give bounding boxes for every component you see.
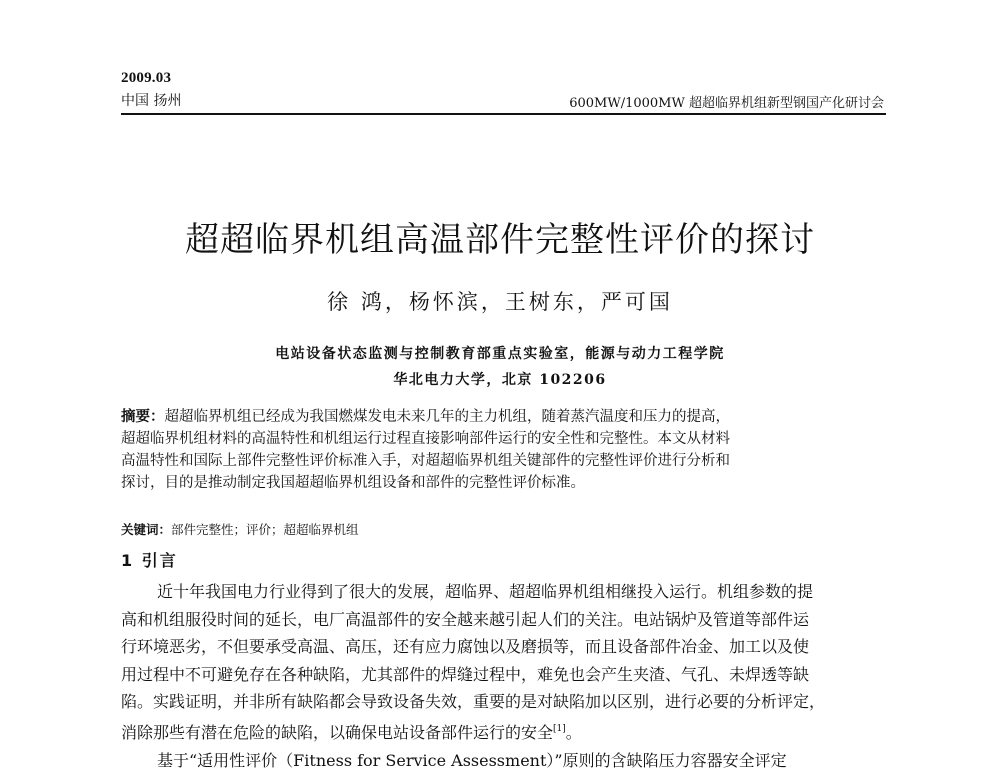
affiliation-line-1: 电站设备状态监测与控制教育部重点实验室，能源与动力工程学院	[275, 346, 725, 362]
keywords-label: 关键词：	[121, 522, 172, 537]
body-line-end: 。	[565, 722, 582, 742]
next-paragraph-line: 基于“适用性评价（Fitness for Service Assessment）”原则的含缺陷压力容器安全评定	[157, 751, 787, 770]
body-line	[121, 716, 891, 747]
section-heading: 1 引言	[121, 551, 178, 570]
abstract	[121, 406, 891, 494]
abstract-line: 探讨，目的是推动制定我国超超临界机组设备和部件的完整性评价标准。	[121, 475, 585, 491]
abstract-line: 高温特性和国际上部件完整性评价标准入手，对超超临界机组关键部件的完整性评价进行分析和	[121, 453, 730, 469]
keywords	[121, 520, 359, 538]
reference-mark: [1]	[553, 723, 566, 734]
body-line: 用过程中不可避免存在各种缺陷，尤其部件的焊缝过程中，难免也会产生夹渣、气孔、未焊透等缺	[121, 664, 810, 684]
body-line: 高和机组服役时间的延长，电厂高温部件的安全越来越引起人们的关注。电站锅炉及管道等部件运	[121, 609, 810, 629]
header-rule	[121, 113, 886, 115]
header-place: 中国 扬州	[121, 93, 182, 109]
abstract-line	[121, 406, 891, 428]
paper-authors: 徐 鸿，杨怀滨，王树东，严可国	[327, 290, 673, 314]
keywords-text: 部件完整性；评价；超超临界机组	[171, 522, 359, 537]
abstract-text: 超超临界机组已经成为我国燃煤发电未来几年的主力机组，随着蒸汽温度和压力的提高，	[164, 409, 730, 425]
header-conference: 600MW/1000MW 超超临界机组新型钢国产化研讨会	[569, 96, 884, 111]
paper-title: 超超临界机组高温部件完整性评价的探讨	[185, 220, 815, 260]
header-date: 2009.03	[121, 70, 172, 86]
abstract-label: 摘要：	[121, 409, 165, 425]
body-line-text: 消除那些有潜在危险的缺陷，以确保电站设备部件运行的安全	[121, 722, 554, 742]
body-paragraph	[121, 578, 891, 746]
affiliation-line-2: 华北电力大学，北京 102206	[393, 372, 607, 388]
abstract-line: 超超临界机组材料的高温特性和机组运行过程直接影响部件运行的安全性和完整性。本文从材料	[121, 431, 730, 447]
body-line: 行环境恶劣，不但要承受高温、高压，还有应力腐蚀以及磨损等，而且设备部件冶金、加工以及使	[121, 637, 810, 656]
body-line: 陷。实践证明，并非所有缺陷都会导致设备失效，重要的是对缺陷加以区别，进行必要的分析评定，	[121, 692, 826, 711]
body-line: 近十年我国电力行业得到了很大的发展，超临界、超超临界机组相继投入运行。机组参数的提	[157, 582, 814, 601]
